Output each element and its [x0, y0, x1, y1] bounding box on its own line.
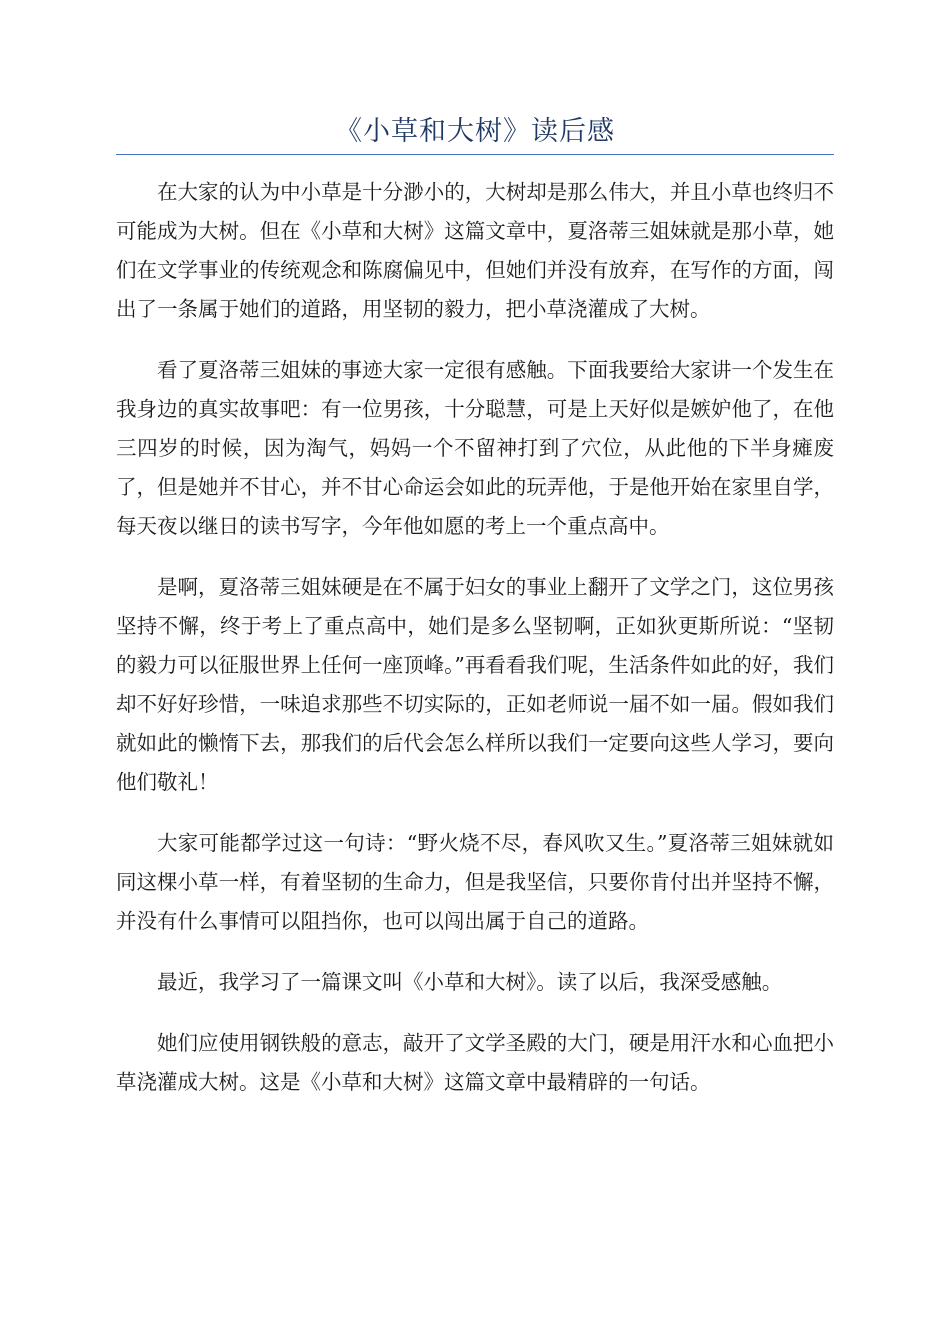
document-body: [116, 173, 834, 1124]
paragraph-5: 最近，我学习了一篇课文叫《小草和大树》。读了以后，我深受感触。: [157, 970, 783, 994]
paragraph-1: 在大家的认为中小草是十分渺小的，大树却是那么伟大，并且小草也终归不可能成为大树。但在《小草和大树》这篇文章中，夏洛蒂三姐妹就是那小草，她们在文学事业的传统观念和陈腐偏见中，但她们并没有放弃，在写作的方面，闯出了一条属于她们的道路，用坚韧的毅力，把小草浇灌成了大树。: [116, 180, 834, 321]
paragraph-3: 是啊，夏洛蒂三姐妹硬是在不属于妇女的事业上翻开了文学之门，这位男孩坚持不懈，终于考上了重点高中，她们是多么坚韧啊，正如狄更斯所说：“坚韧的毅力可以征服世界上任何一座顶峰。”再看看我们呢，生活条件如此的好，我们却不好好珍惜，一味追求那些不切实际的，正如老师说一届不如一届。假如我们就如此的懒惰下去，那我们的后代会怎么样所以我们一定要向这些人学习，要向他们敬礼！: [116, 575, 834, 794]
paragraph-2: 看了夏洛蒂三姐妹的事迹大家一定很有感触。下面我要给大家讲一个发生在我身边的真实故事吧：有一位男孩，十分聪慧，可是上天好似是嫉妒他了，在他三四岁的时候，因为淘气，妈妈一个不留神打到了穴位，从此他的下半身瘫废了，但是她并不甘心，并不甘心命运会如此的玩弄他，于是他开始在家里自学，每天夜以继日的读书写字，今年他如愿的考上一个重点高中。: [116, 358, 834, 538]
title-underline: [116, 154, 834, 155]
document-title: 《小草和大树》读后感: [335, 116, 615, 147]
paragraph-6: 她们应使用钢铁般的意志，敲开了文学圣殿的大门，硬是用汗水和心血把小草浇灌成大树。这是《小草和大树》这篇文章中最精辟的一句话。: [116, 1031, 834, 1094]
paragraph-4: 大家可能都学过这一句诗：“野火烧不尽，春风吹又生。”夏洛蒂三姐妹就如同这棵小草一样，有着坚韧的生命力，但是我坚信，只要你肯付出并坚持不懈，并没有什么事情可以阻挡你，也可以闯出属于自己的道路。: [116, 831, 834, 933]
